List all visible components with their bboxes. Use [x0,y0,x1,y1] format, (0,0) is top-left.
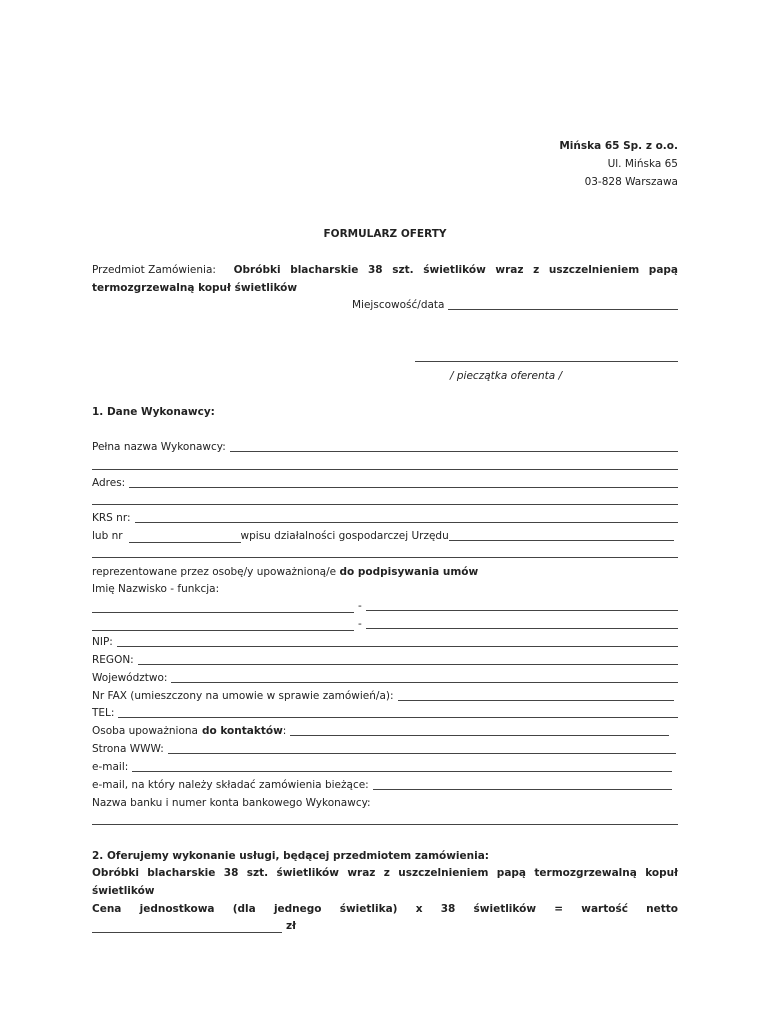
bank-line[interactable] [92,824,678,825]
subject-line-1 [92,264,678,277]
nip-label: NIP: [92,636,113,648]
dash-1: - [358,600,362,612]
registry-line[interactable] [449,540,674,541]
regon-field[interactable] [92,654,678,667]
tel-line[interactable] [118,717,678,718]
representative-1[interactable] [92,600,678,613]
representative-2-name-line[interactable] [92,620,354,631]
price-line: Cena jednostkowa (dla jednego świetlika) x 38 świetlików = wartość netto [92,903,678,915]
address-line[interactable] [129,487,678,488]
dash-2: - [358,618,362,630]
full-name-line-2[interactable] [92,469,678,470]
www-label: Strona WWW: [92,743,164,755]
section-2-line-2: świetlików [92,885,155,897]
fax-label: Nr FAX (umieszczony na umowie w sprawie zamówień/a): [92,690,394,702]
nip-line[interactable] [117,646,678,647]
registry-field[interactable] [92,530,674,543]
www-field[interactable] [92,743,676,756]
tel-field[interactable] [92,707,678,720]
subject-value-2: termozgrzewalną kopuł świetlików [92,282,298,294]
section-1-heading: 1. Dane Wykonawcy: [92,406,215,418]
price-value-line[interactable] [92,922,282,933]
voivodeship-field[interactable] [92,672,678,685]
contact-suffix: : [282,725,287,737]
email-field[interactable] [92,761,672,774]
company-name: Mińska 65 Sp. z o.o. [559,140,678,152]
regon-label: REGON: [92,654,134,666]
voivodeship-line[interactable] [171,682,678,683]
email-label: e-mail: [92,761,129,773]
regon-line[interactable] [138,664,678,665]
company-city: 03-828 Warszawa [584,176,678,188]
www-line[interactable] [168,753,676,754]
currency-label: zł [286,920,297,932]
price-value-field[interactable] [92,920,332,933]
nip-field[interactable] [92,636,678,649]
represented-prefix: reprezentowane przez osobę/y upoważnioną/e [92,566,337,578]
email-orders-field[interactable] [92,779,672,792]
address-field[interactable] [92,477,678,490]
bank-label: Nazwa banku i numer konta bankowego Wykonawcy: [92,797,371,809]
place-date-field[interactable] [352,299,678,312]
tel-label: TEL: [92,707,115,719]
registry-label: wpisu działalności gospodarczej Urzędu [240,530,449,542]
representative-2[interactable] [92,618,678,631]
form-title: FORMULARZ OFERTY [323,228,447,240]
voivodeship-label: Województwo: [92,672,168,684]
contact-prefix: Osoba upoważniona [92,725,198,737]
representative-1-name-line[interactable] [92,602,354,613]
company-street: Ul. Mińska 65 [607,158,678,170]
represented-bold: do podpisywania umów [339,566,479,578]
fax-line[interactable] [398,700,674,701]
or-no-label: lub nr [92,530,123,542]
contact-bold: do kontaktów [201,725,283,737]
stamp-line [415,361,678,362]
registry-line-2[interactable] [92,557,678,558]
full-name-line[interactable] [230,451,678,452]
name-function-label: Imię Nazwisko - funkcja: [92,583,220,595]
krs-field[interactable] [92,512,678,525]
place-date-line[interactable] [448,309,678,310]
representative-2-function-line[interactable] [366,628,678,629]
fax-field[interactable] [92,690,674,703]
subject-label: Przedmiot Zamówienia: [92,264,216,276]
full-name-label: Pełna nazwa Wykonawcy: [92,441,226,453]
stamp-label: / pieczątka oferenta / [450,370,563,382]
email-orders-label: e-mail, na który należy składać zamówienia bieżące: [92,779,369,791]
address-line-2[interactable] [92,504,678,505]
contact-person-field[interactable] [92,725,669,738]
section-2-heading: 2. Oferujemy wykonanie usługi, będącej przedmiotem zamówienia: [92,850,490,862]
krs-line[interactable] [135,522,678,523]
email-line[interactable] [132,771,672,772]
contact-line[interactable] [290,735,669,736]
subject-value-1: Obróbki blacharskie 38 szt. świetlików wraz z uszczelnieniem papą [233,264,678,276]
or-no-line[interactable] [129,532,241,543]
place-date-label: Miejscowość/data [352,299,445,311]
represented-text [92,566,478,579]
krs-label: KRS nr: [92,512,131,524]
address-label: Adres: [92,477,126,489]
section-2-line-1: Obróbki blacharskie 38 szt. świetlików wraz z uszczelnieniem papą termozgrzewalną kopuł [92,867,678,879]
representative-1-function-line[interactable] [366,610,678,611]
full-name-field[interactable] [92,441,678,454]
email-orders-line[interactable] [373,789,672,790]
